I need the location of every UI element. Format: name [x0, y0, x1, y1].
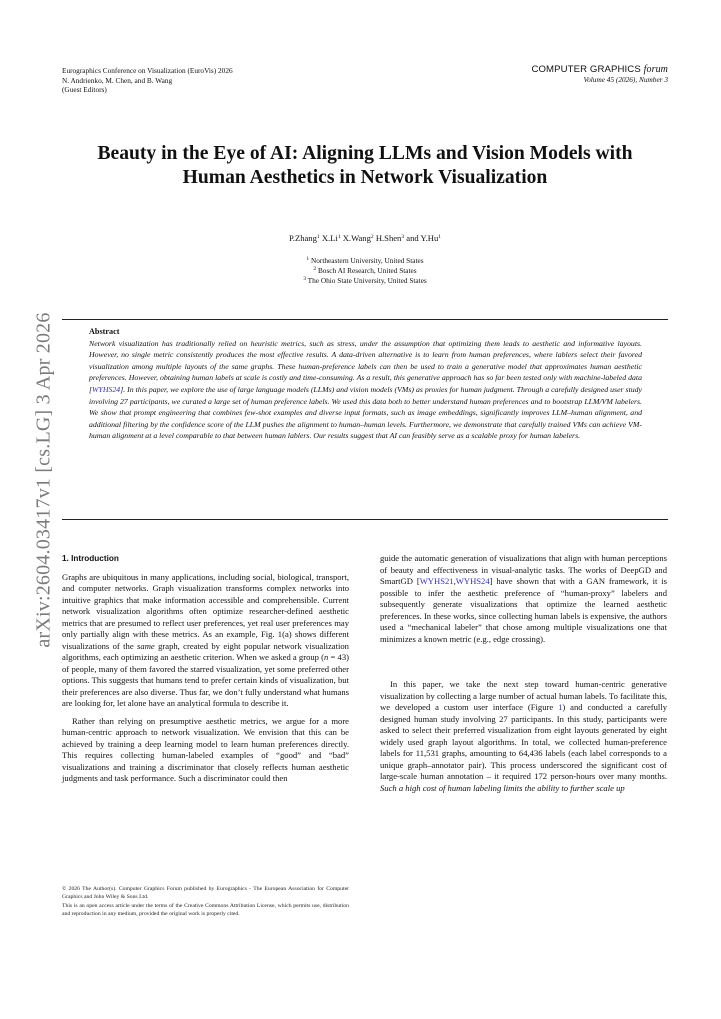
abstract [89, 326, 642, 442]
journal-name [531, 65, 668, 75]
title-line-1: Beauty in the Eye of AI: Aligning LLMs and Vision Models with [97, 143, 633, 164]
title-line-2: Human Aesthetics in Network Visualization [182, 166, 548, 188]
copyright-line: © 2026 The Author(s). Computer Graphics Forum published by Eurographics - The European Association for Computer Graphics and John Wiley & Sons Ltd. [62, 886, 349, 900]
arxiv-identifier: arXiv:2604.03417v1 [cs.LG] 3 Apr 2026 [32, 312, 55, 648]
abstract-bottom-rule [62, 519, 668, 520]
section-heading: 1. Introduction [62, 554, 119, 563]
intro-paragraph-3: guide the automatic generation of visualizations that align with human perceptions of beauty and effectiveness in visual-analytic tasks. The works of DeepGD and SmartGD [WYHS21,WYHS24] have shown that with a GAN framework, it is possible to infer the aesthetic preference of “human-proxy” labelers and subsequently generate visualizations that optimize the learned aesthetic preferences. In these works, since collecting human labels is expensive, the authors used a “mechanical labeler” that chose among multiple visualizations one that minimizes a known metric (e.g., edge crossing). [380, 553, 667, 644]
header-left [62, 66, 362, 95]
left-column [62, 553, 349, 785]
author: P.Zhang$^1$ [288, 233, 320, 243]
journal-main: COMPUTER GRAPHICS [531, 64, 641, 75]
author: X.Li$^1$ [321, 233, 341, 243]
author-and: and [406, 233, 419, 243]
conference-name: Eurographics Conference on Visualization (EuroVis) 2026 [62, 66, 233, 75]
abstract-text: Network visualization has traditionally relied on heuristic metrics, such as stress, under the assumption that optimizing them leads to aesthetic and informative layouts. However, no single metric consistently produces the most effective results. A data-driven alternative is to learn from human preferences, where lablers select their favored visualization among multiple layouts of the same graphs. These human-preference labels can then be used to train a generative model that approximates human aesthetic preferences. However, obtaining human labels at scale is costly and time-consuming. As a result, this generative approach has so far been tested only with machine-labeled data [WYHS24]. In this paper, we explore the use of large language models (LLMs) and vision models (VMs) as proxies for human judgment. Through a carefully designed user study involving 27 participants, we curated a large set of human preference labels. We used this data both to better understand human preferences and to bootstrap LLM/VM labelers. We show that prompt engineering that combines few-shot examples and diverse input formats, such as image embeddings, significantly improves LLM–human alignment, and additional filtering by the confidence score of the LLM pushes the alignment to human–human levels. Furthermore, we demonstrate that carefully trained VMs can achieve VM-human alignment at a level comparable to that between human lablers. Our results suggest that AI can feasibly serve as a scalable proxy for human labelers. [89, 338, 642, 441]
author: H.Shen$^3$ [375, 233, 405, 243]
volume-info: Volume 45 (2026), Number 3 [583, 75, 668, 84]
header-right [531, 65, 668, 85]
paper-title [62, 142, 668, 189]
intro-paragraph-2: Rather than relying on presumptive aesthetic metrics, we argue for a more human-centric approach to network visualization. We envision that this can be achieved by training a deep learning model to learn human preferences directly. This requires collecting human-labeled examples of “good” and “bad” visualizations and training a discriminator that closely reflects human aesthetic judgments and task performance. Such a discriminator could then [62, 715, 349, 783]
affiliation: $^1$ Northeastern University, United States [306, 256, 424, 265]
editors: N. Andrienko, M. Chen, and B. Wang [62, 75, 173, 85]
citation-link[interactable]: WYHS21 [419, 576, 454, 586]
affiliation: $^2$ Bosch AI Research, United States [313, 266, 417, 275]
author: X.Wang$^2$ [342, 233, 374, 243]
author-list [62, 233, 668, 243]
citation-link[interactable]: WYHS24 [92, 384, 121, 394]
figure-link[interactable]: 1 [558, 702, 563, 712]
intro-paragraph-4: In this paper, we take the next step toward human-centric generative visualization by collecting a large number of actual human labels. To facilitate this, we developed a custom user interface (Figure 1) and conducted a carefully designed human study involving 27 participants. In this study, participants were asked to select their preferred visualization from eight layouts generated by eight widely used graph layout algorithms. In total, we collected human-preference labels for 11,531 graphs, amounting to 64,436 labels (each label corresponds to a unique graph–annotator pair). This process underscored the significant cost of large-scale human annotation – it required 172 person-hours over many months. Such a high cost of human labeling limits the ability to further scale up [380, 679, 668, 793]
copyright-footnote [62, 886, 349, 920]
intro-paragraph-1: Graphs are ubiquitous in many applications, including social, biological, transport, and computer networks. Graph visualization transforms complex networks into intuitive graphics that make information accessible and comprehensible. Current network visualization algorithms often optimize researcher-defined aesthetic metrics that are presumed to reflect user preferences, yet real user preferences may only partially align with these metrics. As an example, Fig. 1(a) shows different visualizations of the same graph, created by eight popular network visualization algorithms, each optimizing an aesthetic criterion. When we asked a group (n = 43) of people, many of them favored the starred visualization, yet some preferred other options. This suggests that humans tend to prefer certain kinds of visualization, but their preferences are also diverse. Thus far, we don’t fully understand what humans are looking for, let alone have an analytical formula to describe it. [62, 571, 349, 708]
license-line: This is an open access article under the terms of the Creative Commons Attribution License, which permits use, distribution and reproduction in any medium, provided the original work is properly cited. [62, 903, 349, 917]
abstract-top-rule [62, 319, 668, 320]
citation-link[interactable]: WYHS24 [455, 576, 490, 586]
author: Y.Hu$^1$ [420, 233, 442, 243]
affiliation: $^3$ The Ohio State University, United States [303, 276, 427, 285]
affiliations [62, 256, 668, 286]
guest-editors: (Guest Editors) [62, 85, 107, 95]
abstract-heading: Abstract [89, 327, 120, 336]
right-column [380, 553, 667, 794]
journal-forum: forum [643, 64, 668, 75]
